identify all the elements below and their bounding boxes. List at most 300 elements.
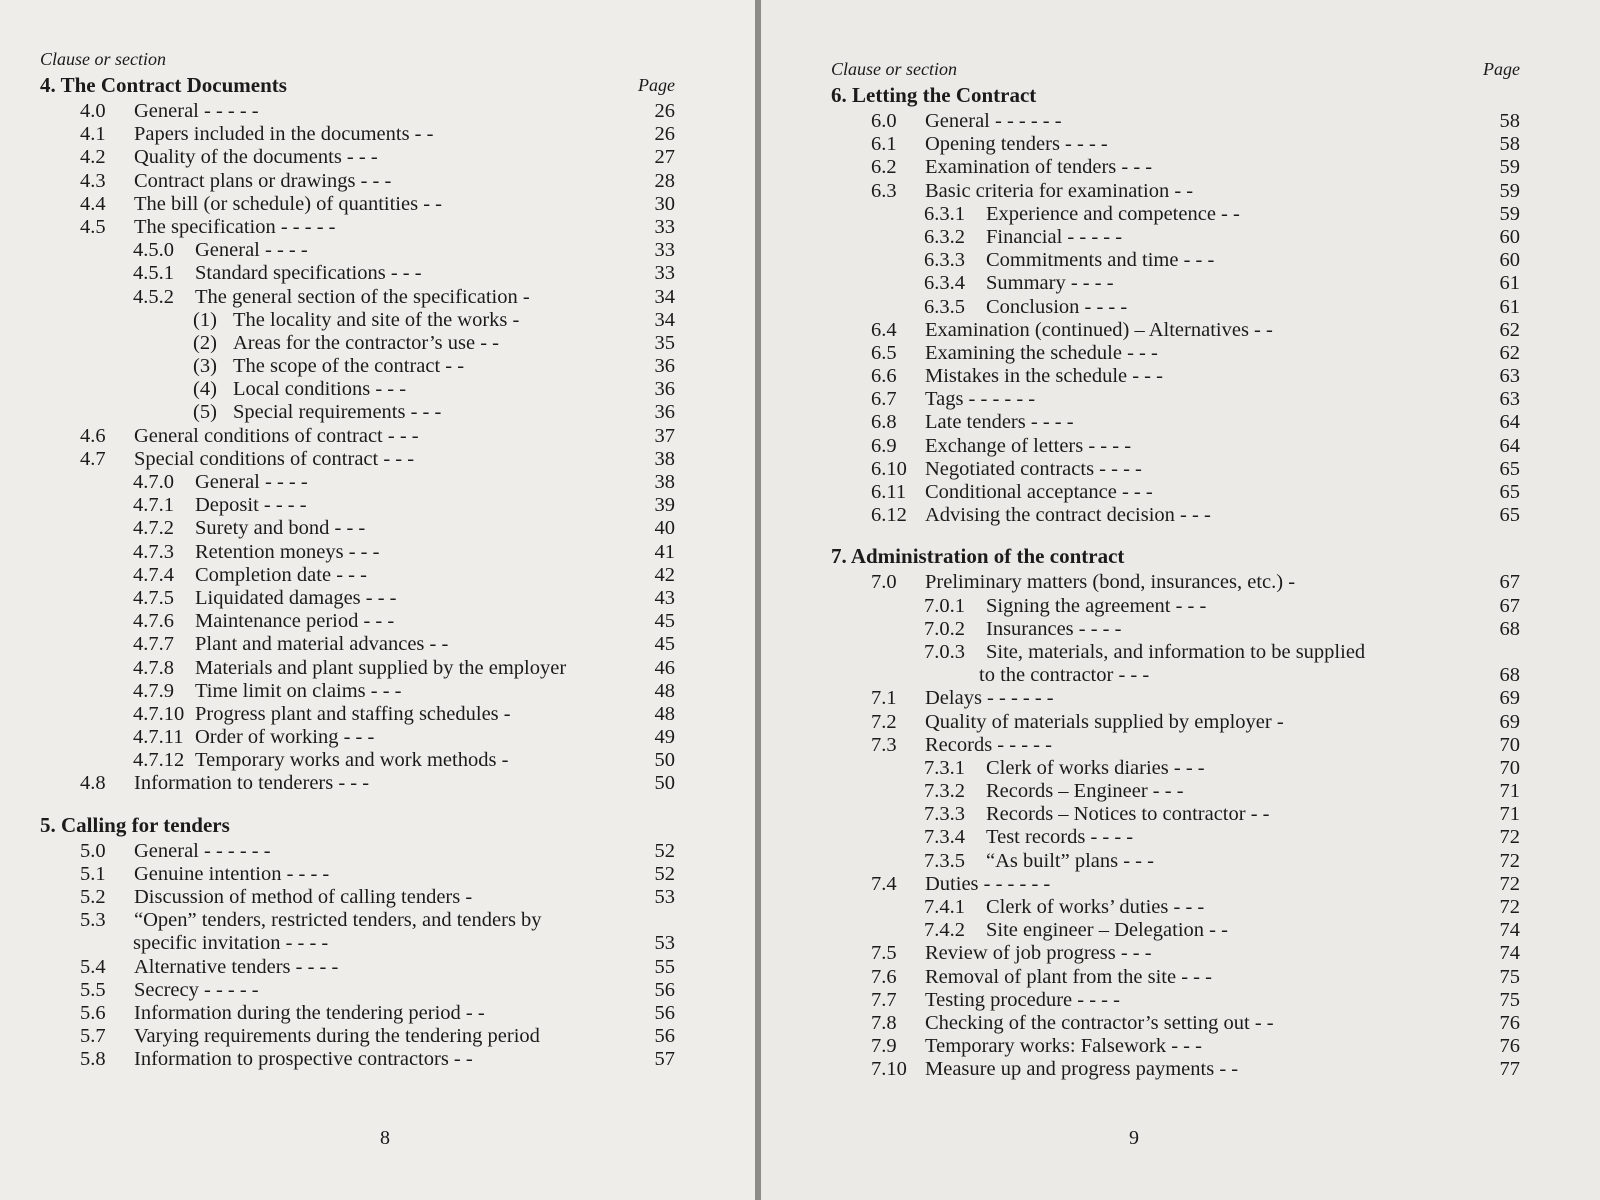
entry-page: 71 bbox=[1499, 803, 1520, 826]
entry-title: Clerk of works’ duties - - - bbox=[986, 896, 1205, 918]
entry-page: 55 bbox=[654, 955, 675, 978]
toc-entry bbox=[40, 541, 675, 564]
entry-number: 7.0.1 bbox=[924, 594, 965, 617]
entry-page: 72 bbox=[1499, 826, 1520, 849]
toc-entry bbox=[40, 657, 675, 680]
entry-number: 4.7.5 bbox=[133, 586, 174, 609]
toc-entry bbox=[831, 504, 1520, 527]
toc-entry bbox=[831, 133, 1520, 156]
toc-entry bbox=[831, 1058, 1520, 1081]
entry-number: 7.4 bbox=[871, 872, 897, 895]
entry-page: 71 bbox=[1499, 780, 1520, 803]
toc-entry bbox=[831, 1012, 1520, 1035]
toc-entry bbox=[40, 332, 675, 355]
toc-entry bbox=[831, 458, 1520, 481]
entry-title: Information during the tendering period - - bbox=[134, 1001, 485, 1024]
entry-title: Genuine intention - - - - bbox=[134, 862, 330, 885]
entry-page: 65 bbox=[1499, 457, 1520, 480]
toc-entry bbox=[831, 226, 1520, 249]
toc-entry bbox=[831, 365, 1520, 388]
entry-page: 65 bbox=[1499, 504, 1520, 527]
entry-page: 26 bbox=[654, 100, 675, 122]
entry-title: Order of working - - - bbox=[195, 726, 375, 749]
entry-page: 39 bbox=[654, 494, 675, 517]
entry-number: 7.3.3 bbox=[924, 803, 965, 826]
entry-number: 7.2 bbox=[871, 710, 897, 733]
section-heading: 5. Calling for tenders bbox=[40, 812, 230, 837]
entry-title: Insurances - - - - bbox=[986, 617, 1122, 640]
entry-title: Information to tenderers - - - bbox=[134, 772, 370, 795]
toc-entry bbox=[40, 726, 675, 749]
entry-page: 26 bbox=[654, 123, 675, 146]
entry-number: 7.0.3 bbox=[924, 640, 965, 663]
entry-number: 5.1 bbox=[80, 862, 106, 885]
toc-entry bbox=[831, 757, 1520, 780]
entry-title: Examination of tenders - - - bbox=[925, 156, 1153, 179]
toc-entry bbox=[831, 388, 1520, 411]
toc-entry bbox=[831, 641, 1520, 664]
section-heading: 7. Administration of the contract bbox=[831, 544, 1125, 569]
toc-entry bbox=[831, 180, 1520, 203]
entry-title: Maintenance period - - - bbox=[195, 610, 395, 633]
entry-page: 63 bbox=[1499, 388, 1520, 411]
entry-number: 6.12 bbox=[871, 504, 907, 527]
toc-entry bbox=[40, 193, 675, 216]
entry-page: 56 bbox=[654, 978, 675, 1001]
entry-page: 64 bbox=[1499, 434, 1520, 457]
toc-entry bbox=[831, 734, 1520, 757]
right-header bbox=[831, 50, 1520, 80]
toc-entry bbox=[831, 272, 1520, 295]
entry-number: 4.7.3 bbox=[133, 540, 174, 563]
toc-entry bbox=[40, 956, 675, 979]
entry-title: Mistakes in the schedule - - - bbox=[925, 365, 1163, 388]
section-heading-text: 4. The Contract Documents bbox=[40, 73, 287, 97]
entry-page: 28 bbox=[654, 169, 675, 192]
entry-title: Site engineer – Delegation - - bbox=[986, 919, 1228, 942]
toc-entry bbox=[40, 1048, 675, 1071]
toc-entry bbox=[831, 156, 1520, 179]
entry-page: 36 bbox=[654, 401, 675, 424]
entry-title: Contract plans or drawings - - - bbox=[134, 169, 392, 192]
entry-number: 7.3.4 bbox=[924, 826, 965, 849]
entry-number: 6.3.4 bbox=[924, 272, 965, 295]
entry-title: Plant and material advances - - bbox=[195, 633, 449, 656]
toc-entry bbox=[831, 296, 1520, 319]
entry-page: 61 bbox=[1499, 295, 1520, 318]
entry-number: 4.5.2 bbox=[133, 285, 174, 308]
toc-entry bbox=[831, 687, 1520, 710]
entry-page: 68 bbox=[1499, 617, 1520, 640]
entry-title: The scope of the contract - - bbox=[233, 355, 465, 378]
toc-entry bbox=[831, 942, 1520, 965]
entry-page: 70 bbox=[1499, 756, 1520, 779]
entry-page: 67 bbox=[1499, 594, 1520, 617]
entry-title: The general section of the specification - bbox=[195, 285, 530, 308]
entry-number: 5.6 bbox=[80, 1001, 106, 1024]
toc-entry bbox=[831, 319, 1520, 342]
entry-title: The bill (or schedule) of quantities - - bbox=[134, 192, 442, 215]
entry-number: 6.0 bbox=[871, 110, 897, 132]
entry-title: Preliminary matters (bond, insurances, etc.) - bbox=[925, 571, 1296, 594]
entry-title: Checking of the contractor’s setting out - - bbox=[925, 1011, 1274, 1034]
entry-title: Site, materials, and information to be supplied bbox=[986, 640, 1366, 663]
entry-title: Liquidated damages - - - bbox=[195, 586, 397, 609]
entry-number: 6.8 bbox=[871, 411, 897, 434]
entry-page: 56 bbox=[654, 1001, 675, 1024]
entry-page: 67 bbox=[1499, 571, 1520, 594]
entry-number: (3) bbox=[193, 355, 217, 378]
entry-page: 72 bbox=[1499, 849, 1520, 872]
entry-title: Duties - - - - - - bbox=[925, 872, 1051, 895]
toc-entry bbox=[40, 239, 675, 262]
entry-number: 4.7.12 bbox=[133, 749, 185, 772]
entry-page: 45 bbox=[654, 633, 675, 656]
right-toc bbox=[831, 80, 1520, 1082]
toc-entry bbox=[831, 595, 1520, 618]
entry-number: 7.0 bbox=[871, 571, 897, 594]
entry-number: 7.1 bbox=[871, 687, 897, 710]
entry-page: 38 bbox=[654, 471, 675, 493]
entry-page: 52 bbox=[654, 862, 675, 885]
toc-entry bbox=[831, 411, 1520, 434]
toc-entry bbox=[831, 571, 1520, 594]
entry-title: Test records - - - - bbox=[986, 826, 1134, 849]
entry-page: 48 bbox=[654, 679, 675, 702]
entry-page: 58 bbox=[1499, 110, 1520, 132]
entry-page: 59 bbox=[1499, 156, 1520, 179]
toc-entry bbox=[831, 803, 1520, 826]
toc-entry bbox=[40, 471, 675, 494]
entry-number: 7.6 bbox=[871, 965, 897, 988]
entry-number: 6.3 bbox=[871, 179, 897, 202]
entry-number: 7.3 bbox=[871, 733, 897, 756]
entry-page: 48 bbox=[654, 702, 675, 725]
entry-number: 4.7.7 bbox=[133, 633, 174, 656]
toc-entry bbox=[831, 342, 1520, 365]
entry-title: Secrecy - - - - - bbox=[134, 978, 259, 1001]
toc-entry bbox=[40, 309, 675, 332]
entry-page: 59 bbox=[1499, 202, 1520, 225]
entry-number: 4.0 bbox=[80, 100, 106, 122]
toc-entry bbox=[40, 378, 675, 401]
entry-number: 7.4.2 bbox=[924, 919, 965, 942]
entry-page: 72 bbox=[1499, 896, 1520, 918]
toc-entry bbox=[831, 664, 1520, 687]
entry-number: 4.7.1 bbox=[133, 494, 174, 517]
toc-entry bbox=[831, 850, 1520, 873]
entry-title: Surety and bond - - - bbox=[195, 517, 366, 540]
entry-title: Special conditions of contract - - - bbox=[134, 447, 415, 470]
toc-entry bbox=[831, 711, 1520, 734]
entry-number: 5.0 bbox=[80, 839, 106, 862]
entry-page: 27 bbox=[654, 146, 675, 169]
entry-number: 4.5 bbox=[80, 215, 106, 238]
entry-page: 62 bbox=[1499, 318, 1520, 341]
entry-number: 4.7.9 bbox=[133, 679, 174, 702]
entry-number: 6.3.2 bbox=[924, 225, 965, 248]
entry-title: General - - - - - - bbox=[134, 839, 271, 862]
entry-number: 7.10 bbox=[871, 1058, 907, 1081]
toc-entry bbox=[40, 123, 675, 146]
entry-page: 77 bbox=[1499, 1058, 1520, 1081]
entry-number: 4.5.1 bbox=[133, 262, 174, 285]
entry-page: 30 bbox=[654, 192, 675, 215]
entry-number: 4.7.11 bbox=[133, 726, 184, 749]
toc-entry bbox=[40, 772, 675, 795]
entry-page: 70 bbox=[1499, 733, 1520, 756]
entry-number: 5.3 bbox=[80, 909, 106, 932]
entry-page: 76 bbox=[1499, 1035, 1520, 1058]
entry-page: 33 bbox=[654, 262, 675, 285]
page-column-label: Page bbox=[1483, 59, 1520, 79]
entry-number: 4.1 bbox=[80, 123, 106, 146]
toc-entry bbox=[40, 170, 675, 193]
entry-title: Testing procedure - - - - bbox=[925, 988, 1120, 1011]
entry-number: 4.2 bbox=[80, 146, 106, 169]
entry-number: 7.3.1 bbox=[924, 756, 965, 779]
entry-title: Signing the agreement - - - bbox=[986, 594, 1207, 617]
toc-entry bbox=[40, 564, 675, 587]
clause-or-section-label: Clause or section bbox=[831, 59, 957, 79]
entry-page: 43 bbox=[654, 586, 675, 609]
entry-number: 4.7 bbox=[80, 447, 106, 470]
toc-entry bbox=[40, 1025, 675, 1048]
toc-entry bbox=[40, 286, 675, 309]
entry-number: 6.2 bbox=[871, 156, 897, 179]
entry-number: 4.7.0 bbox=[133, 471, 174, 493]
toc-entry bbox=[831, 481, 1520, 504]
entry-title: Areas for the contractor’s use - - bbox=[233, 331, 500, 354]
entry-page: 60 bbox=[1499, 225, 1520, 248]
toc-entry bbox=[831, 826, 1520, 849]
entry-number: 6.10 bbox=[871, 457, 907, 480]
entry-page: 58 bbox=[1499, 133, 1520, 156]
toc-entry bbox=[40, 355, 675, 378]
entry-title: Alternative tenders - - - - bbox=[134, 955, 339, 978]
entry-number: 4.3 bbox=[80, 169, 106, 192]
entry-number: 4.5.0 bbox=[133, 239, 174, 262]
entry-page: 37 bbox=[654, 424, 675, 447]
entry-page: 65 bbox=[1499, 481, 1520, 503]
entry-title: Papers included in the documents - - bbox=[134, 123, 434, 146]
toc-entry bbox=[40, 749, 675, 772]
toc-entry bbox=[831, 618, 1520, 641]
entry-page: 33 bbox=[654, 215, 675, 238]
entry-title: General - - - - - bbox=[134, 100, 259, 122]
entry-page: 75 bbox=[1499, 965, 1520, 988]
entry-page: 57 bbox=[654, 1048, 675, 1071]
entry-title: The locality and site of the works - bbox=[233, 308, 520, 331]
entry-title: Discussion of method of calling tenders - bbox=[134, 886, 473, 908]
entry-page: 34 bbox=[654, 285, 675, 308]
entry-title: Materials and plant supplied by the employer bbox=[195, 656, 567, 679]
entry-page: 50 bbox=[654, 749, 675, 772]
entry-title: Special requirements - - - bbox=[233, 401, 442, 424]
toc-entry bbox=[831, 1035, 1520, 1058]
entry-title: specific invitation - - - - bbox=[133, 932, 329, 955]
entry-title: Measure up and progress payments - - bbox=[925, 1058, 1239, 1081]
entry-page: 35 bbox=[654, 331, 675, 354]
entry-number: 5.5 bbox=[80, 978, 106, 1001]
entry-title: Records – Engineer - - - bbox=[986, 780, 1184, 803]
left-header bbox=[40, 40, 675, 70]
right-page-number: 9 bbox=[1129, 1127, 1139, 1149]
section-heading: 6. Letting the Contract bbox=[831, 83, 1037, 107]
entry-number: 7.8 bbox=[871, 1011, 897, 1034]
entry-page: 46 bbox=[654, 656, 675, 679]
entry-number: 6.3.5 bbox=[924, 295, 965, 318]
toc-entry bbox=[831, 896, 1520, 919]
entry-number: 7.4.1 bbox=[924, 896, 965, 918]
toc-entry bbox=[831, 966, 1520, 989]
entry-number: 7.0.2 bbox=[924, 617, 965, 640]
entry-title: Information to prospective contractors - - bbox=[134, 1048, 473, 1071]
entry-title: Opening tenders - - - - bbox=[925, 133, 1108, 156]
entry-title: Advising the contract decision - - - bbox=[925, 504, 1211, 527]
entry-number: 4.7.6 bbox=[133, 610, 174, 633]
entry-number: 7.9 bbox=[871, 1035, 897, 1058]
entry-page: 49 bbox=[654, 726, 675, 749]
toc-entry bbox=[831, 203, 1520, 226]
entry-title: Tags - - - - - - bbox=[925, 388, 1036, 411]
toc-entry bbox=[40, 100, 675, 123]
entry-number: 5.4 bbox=[80, 955, 106, 978]
entry-title: Clerk of works diaries - - - bbox=[986, 756, 1205, 779]
toc-entry bbox=[40, 146, 675, 169]
entry-title: Retention moneys - - - bbox=[195, 540, 380, 563]
entry-title: Time limit on claims - - - bbox=[195, 679, 402, 702]
entry-title: Conclusion - - - - bbox=[986, 295, 1128, 318]
entry-page: 68 bbox=[1499, 664, 1520, 687]
entry-page: 40 bbox=[654, 517, 675, 540]
toc-entry bbox=[831, 110, 1520, 133]
toc-entry bbox=[831, 249, 1520, 272]
entry-page: 64 bbox=[1499, 411, 1520, 434]
entry-page: 61 bbox=[1499, 272, 1520, 295]
entry-page: 50 bbox=[654, 772, 675, 795]
entry-title: Records - - - - - bbox=[925, 733, 1052, 756]
entry-number: 6.3.1 bbox=[924, 202, 965, 225]
toc-entry bbox=[40, 401, 675, 424]
toc-entry bbox=[831, 780, 1520, 803]
entry-page: 59 bbox=[1499, 179, 1520, 202]
entry-title: Conditional acceptance - - - bbox=[925, 481, 1153, 503]
entry-title: General - - - - bbox=[195, 239, 308, 262]
toc-entry bbox=[40, 680, 675, 703]
entry-number: (1) bbox=[193, 308, 217, 331]
entry-number: 6.11 bbox=[871, 481, 907, 503]
entry-title: Basic criteria for examination - - bbox=[925, 179, 1194, 202]
entry-page: 33 bbox=[654, 239, 675, 262]
entry-title: Financial - - - - - bbox=[986, 225, 1123, 248]
entry-title: Negotiated contracts - - - - bbox=[925, 457, 1142, 480]
toc-entry bbox=[40, 517, 675, 540]
section-heading bbox=[40, 70, 675, 100]
entry-number: 5.7 bbox=[80, 1025, 106, 1048]
entry-page: 34 bbox=[654, 308, 675, 331]
toc-entry bbox=[40, 610, 675, 633]
entry-number: 5.2 bbox=[80, 886, 106, 908]
entry-number: 7.3.2 bbox=[924, 780, 965, 803]
entry-title: Deposit - - - - bbox=[195, 494, 307, 517]
entry-page: 69 bbox=[1499, 687, 1520, 710]
clause-or-section-label: Clause or section bbox=[40, 49, 166, 69]
entry-number: 4.6 bbox=[80, 424, 106, 447]
entry-number: 6.6 bbox=[871, 365, 897, 388]
toc-entry bbox=[831, 435, 1520, 458]
toc-entry bbox=[40, 633, 675, 656]
entry-title: Temporary works: Falsework - - - bbox=[925, 1035, 1202, 1058]
toc-entry bbox=[40, 425, 675, 448]
entry-title: Temporary works and work methods - bbox=[195, 749, 509, 772]
entry-number: 6.9 bbox=[871, 434, 897, 457]
entry-title: Examining the schedule - - - bbox=[925, 341, 1158, 364]
entry-title: Exchange of letters - - - - bbox=[925, 434, 1132, 457]
left-page bbox=[0, 0, 755, 1200]
entry-page: 60 bbox=[1499, 249, 1520, 272]
left-page-number: 8 bbox=[380, 1127, 390, 1149]
entry-page: 52 bbox=[654, 839, 675, 862]
toc-entry bbox=[831, 989, 1520, 1012]
toc-entry bbox=[40, 979, 675, 1002]
entry-page: 76 bbox=[1499, 1011, 1520, 1034]
entry-title: “As built” plans - - - bbox=[986, 849, 1154, 872]
entry-page: 41 bbox=[654, 540, 675, 563]
entry-page: 63 bbox=[1499, 365, 1520, 388]
entry-number: 4.4 bbox=[80, 192, 106, 215]
entry-title: Summary - - - - bbox=[986, 272, 1114, 295]
toc-entry bbox=[40, 1002, 675, 1025]
entry-page: 38 bbox=[654, 447, 675, 470]
toc-entry bbox=[40, 840, 675, 863]
entry-number: 4.7.4 bbox=[133, 563, 174, 586]
right-page bbox=[761, 0, 1600, 1200]
toc-entry bbox=[40, 587, 675, 610]
toc-entry bbox=[40, 494, 675, 517]
entry-page: 69 bbox=[1499, 710, 1520, 733]
entry-title: Progress plant and staffing schedules - bbox=[195, 702, 511, 725]
entry-number: 4.7.10 bbox=[133, 702, 185, 725]
entry-page: 45 bbox=[654, 610, 675, 633]
entry-page: 75 bbox=[1499, 988, 1520, 1011]
entry-title: Records – Notices to contractor - - bbox=[986, 803, 1270, 826]
toc-entry bbox=[831, 919, 1520, 942]
toc-entry bbox=[831, 873, 1520, 896]
entry-page: 62 bbox=[1499, 341, 1520, 364]
entry-number: 6.4 bbox=[871, 318, 897, 341]
entry-page: 74 bbox=[1499, 919, 1520, 942]
entry-title: Varying requirements during the tendering period bbox=[134, 1025, 540, 1048]
entry-title: General conditions of contract - - - bbox=[134, 424, 419, 447]
entry-title: Local conditions - - - bbox=[233, 378, 407, 401]
entry-title: Experience and competence - - bbox=[986, 202, 1240, 225]
entry-title: Delays - - - - - - bbox=[925, 687, 1054, 710]
toc-entry bbox=[40, 448, 675, 471]
entry-title: Quality of the documents - - - bbox=[134, 146, 378, 169]
left-toc bbox=[40, 70, 675, 1072]
entry-page: 72 bbox=[1499, 872, 1520, 895]
entry-number: 6.7 bbox=[871, 388, 897, 411]
entry-number: (5) bbox=[193, 401, 217, 424]
entry-title: “Open” tenders, restricted tenders, and tenders by bbox=[134, 909, 542, 932]
entry-number: 6.1 bbox=[871, 133, 897, 156]
entry-title: General - - - - - - bbox=[925, 110, 1062, 132]
page-column-label: Page bbox=[638, 75, 675, 95]
toc-entry bbox=[40, 216, 675, 239]
entry-title: Completion date - - - bbox=[195, 563, 367, 586]
entry-page: 36 bbox=[654, 378, 675, 401]
